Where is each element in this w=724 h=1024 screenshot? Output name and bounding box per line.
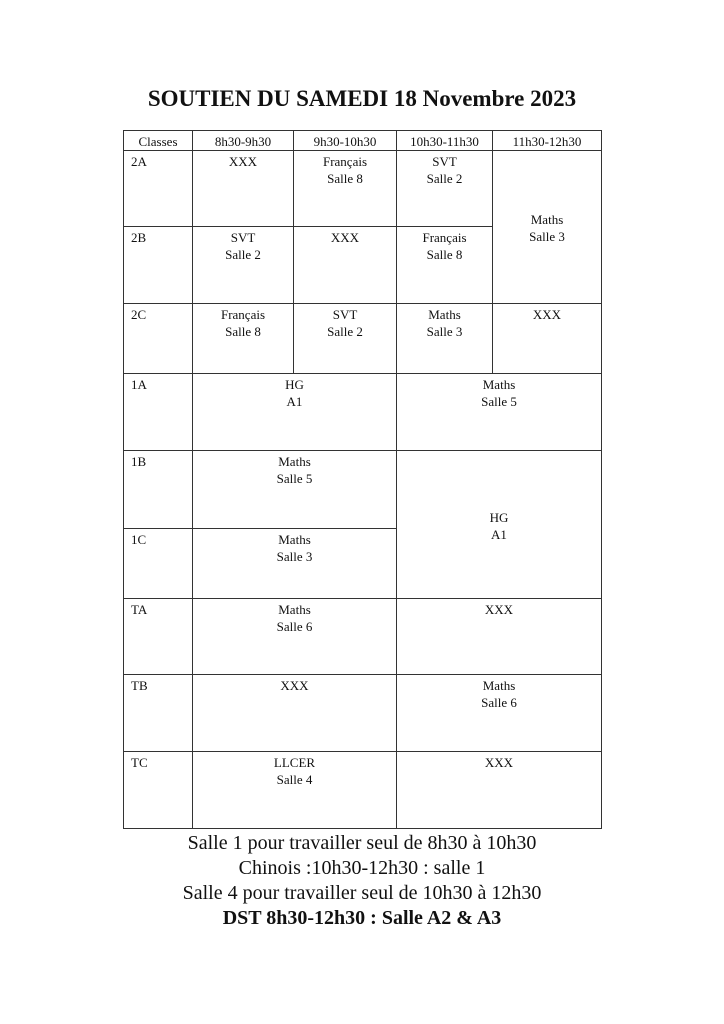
note-line: Salle 4 pour travailler seul de 10h30 à 12h30 [182, 882, 542, 904]
cell-room: Salle 4 [276, 772, 313, 787]
class-label: TA [124, 599, 193, 675]
header-slot-1: 8h30-9h30 [193, 131, 294, 151]
cell-room: Salle 6 [481, 695, 517, 710]
cell-subject: Maths [482, 678, 516, 693]
cell-room: Salle 2 [327, 324, 363, 339]
cell-room: Salle 8 [426, 247, 463, 262]
cell-room: Salle 8 [327, 171, 363, 186]
cell-room: Salle 2 [225, 247, 261, 262]
schedule-cell [294, 304, 397, 374]
cell-room: Salle 2 [426, 171, 463, 186]
cell-subject: Maths [278, 532, 311, 547]
schedule-cell [193, 451, 397, 529]
schedule-cell [193, 599, 397, 675]
schedule-cell [493, 304, 602, 374]
cell-room: Salle 5 [481, 394, 517, 409]
table-row [124, 451, 602, 529]
header-classes: Classes [124, 131, 193, 151]
cell-subject: XXX [280, 678, 309, 693]
cell-subject: Maths [278, 602, 311, 617]
cell-subject: Maths [482, 377, 516, 392]
class-label: 2B [124, 227, 193, 304]
table-row [124, 675, 602, 752]
schedule-cell [397, 451, 602, 599]
class-label: 1A [124, 374, 193, 451]
footer-notes [0, 831, 724, 931]
cell-room: Salle 5 [276, 471, 313, 486]
cell-subject: HG [489, 509, 509, 525]
schedule-cell [193, 304, 294, 374]
cell-subject: XXX [228, 154, 258, 169]
cell-room: Salle 3 [529, 229, 565, 244]
cell-subject: SVT [432, 154, 457, 169]
cell-subject: HG [285, 377, 304, 392]
schedule-cell [493, 151, 602, 304]
class-label: 1C [124, 529, 193, 599]
page-title: SOUTIEN DU SAMEDI 18 Novembre 2023 [147, 86, 577, 111]
cell-room: A1 [286, 394, 303, 409]
cell-room: Salle 8 [225, 324, 261, 339]
schedule-cell [193, 227, 294, 304]
cell-subject: Maths [278, 454, 311, 469]
cell-subject: XXX [330, 230, 360, 245]
schedule-cell [193, 675, 397, 752]
table-row [124, 304, 602, 374]
table-row [124, 151, 602, 227]
header-slot-4: 11h30-12h30 [493, 131, 602, 151]
schedule-cell [397, 374, 602, 451]
cell-subject: XXX [484, 755, 514, 770]
schedule-cell [397, 304, 493, 374]
cell-subject: Français [220, 307, 266, 322]
class-label: 2A [124, 151, 193, 227]
schedule-table [123, 130, 602, 829]
schedule-cell [397, 752, 602, 829]
schedule-cell [397, 675, 602, 752]
schedule-cell [397, 227, 493, 304]
schedule-cell [193, 529, 397, 599]
cell-subject: Maths [428, 307, 461, 322]
table-row [124, 599, 602, 675]
schedule-cell [193, 374, 397, 451]
note-line: Salle 1 pour travailler seul de 8h30 à 10h30 [187, 832, 537, 854]
cell-subject: Français [322, 154, 368, 169]
cell-subject: SVT [332, 307, 358, 322]
schedule-cell [193, 151, 294, 227]
schedule-cell [294, 151, 397, 227]
schedule-cell [294, 227, 397, 304]
dst-note: DST 8h30-12h30 : Salle A2 & A3 [222, 907, 502, 929]
table-row [124, 752, 602, 829]
schedule-cell [397, 151, 493, 227]
class-label: TC [124, 752, 193, 829]
cell-subject: XXX [484, 602, 514, 617]
schedule-cell [193, 752, 397, 829]
cell-room: Salle 3 [276, 549, 313, 564]
cell-subject: XXX [532, 307, 562, 322]
class-label: 2C [124, 304, 193, 374]
cell-subject: LLCER [273, 755, 316, 770]
class-label: TB [124, 675, 193, 752]
header-slot-3: 10h30-11h30 [397, 131, 493, 151]
cell-room: Salle 6 [276, 619, 313, 634]
class-label: 1B [124, 451, 193, 529]
schedule-cell [397, 599, 602, 675]
cell-subject: SVT [230, 230, 256, 245]
cell-room: Salle 3 [426, 324, 463, 339]
cell-subject: Français [422, 230, 467, 245]
header-slot-2: 9h30-10h30 [294, 131, 397, 151]
cell-room: A1 [491, 526, 507, 542]
cell-subject: Maths [530, 212, 564, 227]
note-line: Chinois :10h30-12h30 : salle 1 [238, 857, 486, 879]
table-row [124, 374, 602, 451]
header-row [124, 131, 602, 151]
